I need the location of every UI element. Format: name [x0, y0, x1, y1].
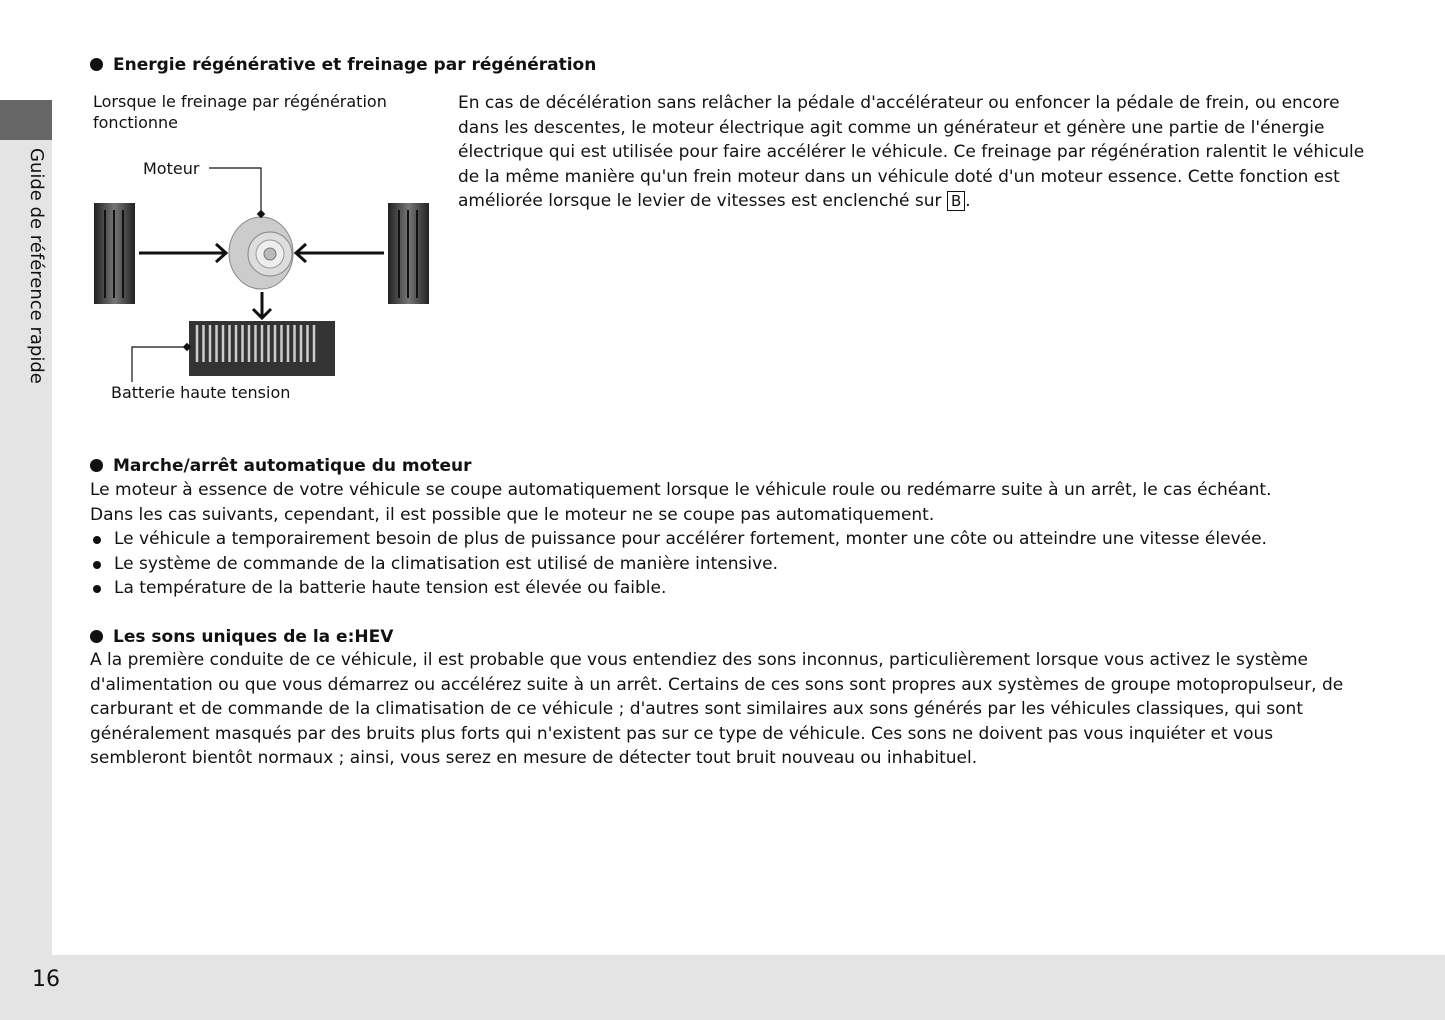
- sidebar-marker: [0, 100, 52, 140]
- list-item: Le système de commande de la climatisation est utilisé de manière intensive.: [90, 552, 1390, 577]
- heading-text: Les sons uniques de la e:HEV: [113, 627, 394, 647]
- gear-indicator: B: [947, 191, 965, 211]
- bullet-icon: [90, 58, 103, 71]
- section-heading: [90, 627, 393, 647]
- heading-text: Energie régénérative et freinage par régénération: [113, 55, 597, 75]
- bullet-icon: [90, 630, 103, 643]
- footer-band: [0, 955, 1445, 1020]
- figure-caption: Lorsque le freinage par régénération fonctionne: [93, 92, 387, 132]
- arrow-down-icon: [253, 292, 271, 318]
- arrow-right-icon: [296, 244, 384, 262]
- battery-icon: [189, 321, 335, 376]
- wheel-right-icon: [388, 203, 429, 304]
- list-item: Le véhicule a temporairement besoin de plus de puissance pour accélérer fortement, monter une côte ou atteindre une vitesse élevée.: [90, 527, 1390, 552]
- regen-text: En cas de décélération sans relâcher la pédale d'accélérateur ou enfoncer la pédale de frein, ou encore dans les descentes, le moteur électrique agit comme un générateur et génère une partie de l'énergie électrique qui est utilisée pour faire accélérer le véhicule. Ce freinage par régénération ralentit le véhicule de la même manière qu'un frein moteur dans un véhicule doté d'un moteur essence. Cette fonction est améliorée lorsque le levier de vitesses est enclenché sur: [458, 93, 1365, 211]
- regen-diagram: [85, 150, 445, 410]
- period: .: [965, 191, 971, 211]
- heading-text: Marche/arrêt automatique du moteur: [113, 456, 472, 476]
- page-number: 16: [32, 967, 60, 992]
- sidebar-label: Guide de référence rapide: [26, 148, 47, 384]
- section-heading: [90, 456, 471, 476]
- paragraph-line: Le moteur à essence de votre véhicule se coupe automatiquement lorsque le véhicule roule ou redémarre suite à un arrêt, le cas échéant.: [90, 480, 1272, 500]
- section-heading: [90, 55, 596, 75]
- motor-icon: [229, 217, 293, 289]
- wheel-left-icon: [94, 203, 135, 304]
- list-item: La température de la batterie haute tension est élevée ou faible.: [90, 576, 1390, 601]
- sounds-body: A la première conduite de ce véhicule, il est probable que vous entendiez des sons inconnus, particulièrement lorsque vous activez le système d'alimentation ou que vous démarrez ou accélérez suite à un arrêt. Certains de ces sons sont propres aux systèmes de groupe motopropulseur, de carburant et de commande de la climatisation de ce véhicule ; d'autres sont similaires aux sons générés par les véhicules classiques, qui sont généralement masqués par des bruits plus forts qui n'existent pas sur ce type de véhicule. Ces sons ne doivent pas vous inquiéter et vous sembleront bientôt normaux ; ainsi, vous serez en mesure de détecter tout bruit nouveau ou inhabituel.: [90, 650, 1344, 768]
- paragraph-line: Dans les cas suivants, cependant, il est possible que le moteur ne se coupe pas automatiquement.: [90, 504, 935, 525]
- arrow-left-icon: [139, 244, 226, 262]
- bullet-icon: [90, 459, 103, 472]
- battery-label: Batterie haute tension: [111, 383, 291, 402]
- motor-label: Moteur: [143, 159, 200, 178]
- regen-description: [458, 91, 1368, 214]
- auto-stop-body: [90, 478, 1390, 601]
